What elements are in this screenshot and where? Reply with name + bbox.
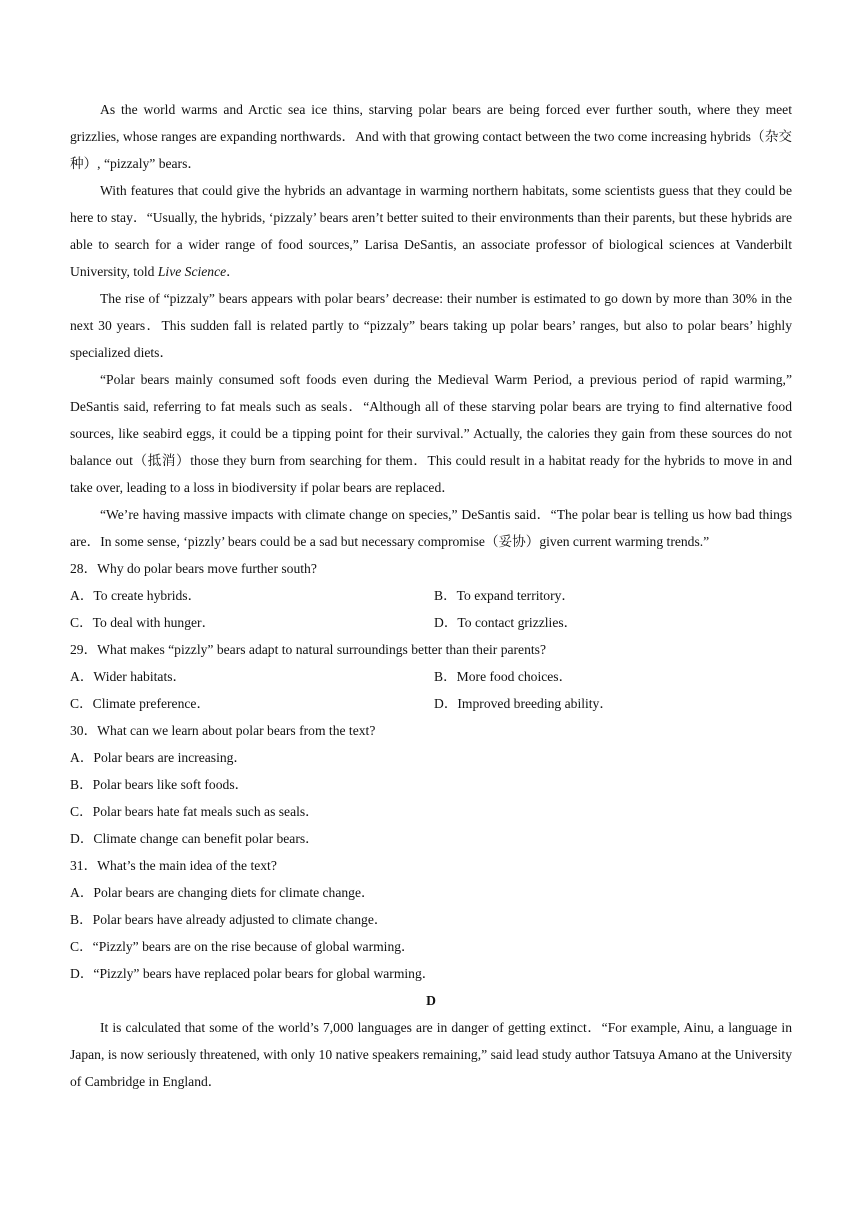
question-31-option-c[interactable]: C．“Pizzly” bears are on the rise because of global warming． [70, 939, 415, 954]
question-30-option-d[interactable]: D．Climate change can benefit polar bears． [70, 831, 319, 846]
section-d-heading: D [426, 993, 436, 1008]
question-30-option-a[interactable]: A．Polar bears are increasing． [70, 750, 248, 765]
question-31-stem: 31．What’s the main idea of the text? [70, 858, 277, 873]
question-30-option-b[interactable]: B．Polar bears like soft foods． [70, 777, 249, 792]
question-29-stem: 29．What makes “pizzly” bears adapt to natural surroundings better than their parents? [70, 642, 546, 657]
passage-paragraph-5: “We’re having massive impacts with climate change on species,” DeSantis said．“The polar bear is telling us how bad things are．In some sense, ‘pizzly’ bears could be a sad but necessary compromise（妥协）given current warming trends.” [70, 507, 792, 549]
question-28-option-c[interactable]: C．To deal with hunger． [70, 615, 216, 630]
question-29-options-row-1 [70, 663, 792, 690]
question-29-options-row-2 [70, 690, 792, 717]
question-28-stem: 28．Why do polar bears move further south? [70, 561, 317, 576]
question-30-option-c[interactable]: C．Polar bears hate fat meals such as seals． [70, 804, 319, 819]
section-d-paragraph-1: It is calculated that some of the world’s 7,000 languages are in danger of getting extinct．“For example, Ainu, a language in Japan, is now seriously threatened, with only 10 native speakers remaining,” said lead study author Tatsuya Amano at the University of Cambridge in England． [70, 1020, 792, 1089]
question-29-option-a[interactable]: A．Wider habitats． [70, 669, 187, 684]
question-28-option-b[interactable]: B．To expand territory． [434, 588, 575, 603]
question-28-option-d[interactable]: D．To contact grizzlies． [434, 615, 578, 630]
passage-paragraph-4: “Polar bears mainly consumed soft foods even during the Medieval Warm Period, a previous period of rapid warming,” DeSantis said, referring to fat meals such as seals．“Although all of these starving polar bears are trying to find alternative food sources, like seabird eggs, it could be a tipping point for their survival.” Actually, the calories they gain from these sources do not balance out（抵消）those they burn from searching for them．This could result in a habitat ready for the hybrids to move in and take over, leading to a loss in biodiversity if polar bears are replaced． [70, 372, 792, 495]
passage-paragraph-1: As the world warms and Arctic sea ice thins, starving polar bears are being forced ever further south, where they meet grizzlies, whose ranges are expanding northwards．And with that growing contact between the two come increasing hybrids（杂交种）, “pizzaly” bears． [70, 102, 792, 171]
question-30-stem: 30．What can we learn about polar bears from the text? [70, 723, 376, 738]
question-31-option-d[interactable]: D．“Pizzly” bears have replaced polar bears for global warming． [70, 966, 436, 981]
question-28-options-row-2 [70, 609, 792, 636]
source-name: Live Science [157, 264, 227, 279]
question-31-option-b[interactable]: B．Polar bears have already adjusted to climate change． [70, 912, 388, 927]
question-29-option-d[interactable]: D．Improved breeding ability． [434, 696, 613, 711]
question-29-option-c[interactable]: C．Climate preference． [70, 696, 211, 711]
passage-paragraph-2 [70, 177, 792, 285]
passage-paragraph-2-text: With features that could give the hybrids an advantage in warming northern habitats, some scientists guess that they could be here to stay．“Usually, the hybrids, ‘pizzaly’ bears aren’t better suited to their environments than their parents, but these hybrids are able to search for a wider range of food sources,” Larisa DeSantis, an associate professor of biological sciences at Vanderbilt University, told [70, 183, 792, 279]
question-29-option-b[interactable]: B．More food choices． [434, 669, 573, 684]
question-28-option-a[interactable]: A．To create hybrids． [70, 588, 202, 603]
passage-paragraph-3: The rise of “pizzaly” bears appears with polar bears’ decrease: their number is estimated to go down by more than 30% in the next 30 years．This sudden fall is related partly to “pizzaly” bears taking up polar bears’ ranges, but also to polar bears’ highly specialized diets． [70, 291, 792, 360]
passage-paragraph-2-end: ． [226, 264, 240, 279]
question-28-options-row-1 [70, 582, 792, 609]
question-31-option-a[interactable]: A．Polar bears are changing diets for climate change． [70, 885, 375, 900]
document-page [70, 96, 792, 1095]
